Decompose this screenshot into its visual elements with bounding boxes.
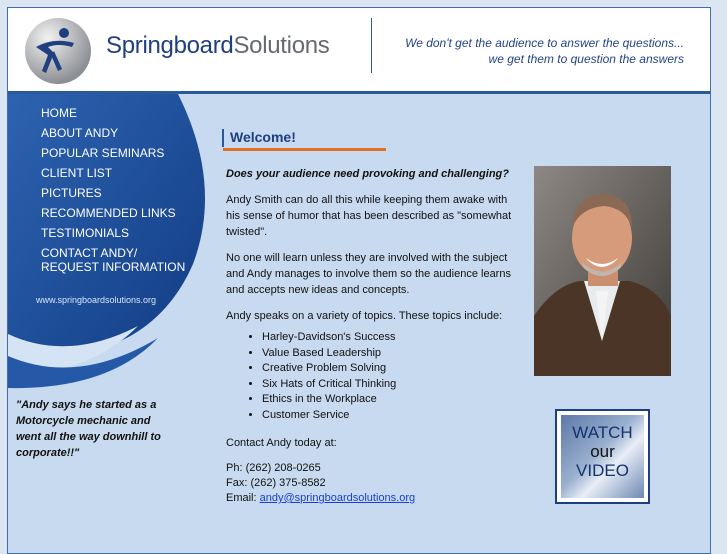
email-line — [226, 491, 524, 506]
main-content — [226, 166, 524, 506]
email-link[interactable]: andy@springboardsolutions.org — [259, 492, 416, 504]
list-item: • Value Based Leadership — [262, 346, 524, 362]
nav-item-recommended-links[interactable]: RECOMMENDED LINKS — [41, 206, 176, 220]
fax-number: Fax: (262) 375-8582 — [226, 477, 326, 489]
tagline-line1: We don't get the audience to answer the questions... — [405, 36, 684, 50]
nav-item-client-list[interactable]: CLIENT LIST — [41, 166, 113, 180]
list-item: • Ethics in the Workplace — [262, 392, 524, 408]
list-item: • Customer Service — [262, 408, 524, 424]
lead-question: Does your audience need provoking and challenging? — [226, 168, 509, 180]
tagline-line2: we get them to question the answers — [488, 52, 684, 66]
heading-accent-bar — [222, 129, 224, 147]
site-header — [8, 8, 710, 94]
sidebar-quote: "Andy says he started as a Motorcycle mechanic and went all the way downhill to corporate!!" — [16, 399, 161, 459]
topics-list — [226, 330, 524, 423]
nav-item-testimonials[interactable]: TESTIMONIALS — [41, 226, 130, 240]
learning-paragraph: No one will learn unless they are involved with the subject and Andy manages to involve them so the audience learns and accepts new ideas and concepts. — [226, 252, 511, 296]
contact-intro: Contact Andy today at: — [226, 437, 337, 449]
page-frame — [7, 7, 711, 554]
phone-number: Ph: (262) 208-0265 — [226, 462, 321, 474]
nav-item-home[interactable]: HOME — [41, 106, 77, 120]
topics-intro: Andy speaks on a variety of topics. These topics include: — [226, 310, 503, 322]
header-divider — [371, 18, 372, 73]
tagline — [405, 35, 684, 67]
nav-item-pictures[interactable]: PICTURES — [41, 186, 102, 200]
watch-video-button[interactable] — [555, 409, 650, 504]
heading-underline — [223, 148, 386, 151]
brand-name — [106, 32, 330, 60]
brand-name-part2: Solutions — [233, 32, 330, 59]
video-label-line2: our — [590, 442, 615, 461]
video-label-line3: VIDEO — [576, 461, 629, 480]
brand-name-part1: Springboard — [106, 32, 234, 59]
nav-item-contact-andy[interactable]: CONTACT ANDY/ REQUEST INFORMATION — [41, 246, 186, 274]
video-thumbnail — [561, 415, 644, 498]
page-title: Welcome! — [230, 129, 296, 145]
nav-item-about-andy[interactable]: ABOUT ANDY — [41, 126, 119, 140]
site-url: www.springboardsolutions.org — [36, 295, 157, 305]
list-item: • Harley-Davidson's Success — [262, 330, 524, 346]
nav-item-popular-seminars[interactable]: POPULAR SEMINARS — [41, 146, 165, 160]
logo-jumper-icon[interactable] — [24, 17, 92, 85]
contact-details — [226, 461, 524, 506]
andy-portrait-photo — [534, 166, 671, 376]
list-item: • Creative Problem Solving — [262, 361, 524, 377]
main-nav — [41, 106, 191, 280]
list-item: • Six Hats of Critical Thinking — [262, 377, 524, 393]
video-label-line1: WATCH — [572, 423, 633, 442]
intro-paragraph: Andy Smith can do all this while keeping them awake with his sense of humor that has been described as "somewhat twisted". — [226, 194, 512, 238]
email-label: Email: — [226, 492, 260, 504]
